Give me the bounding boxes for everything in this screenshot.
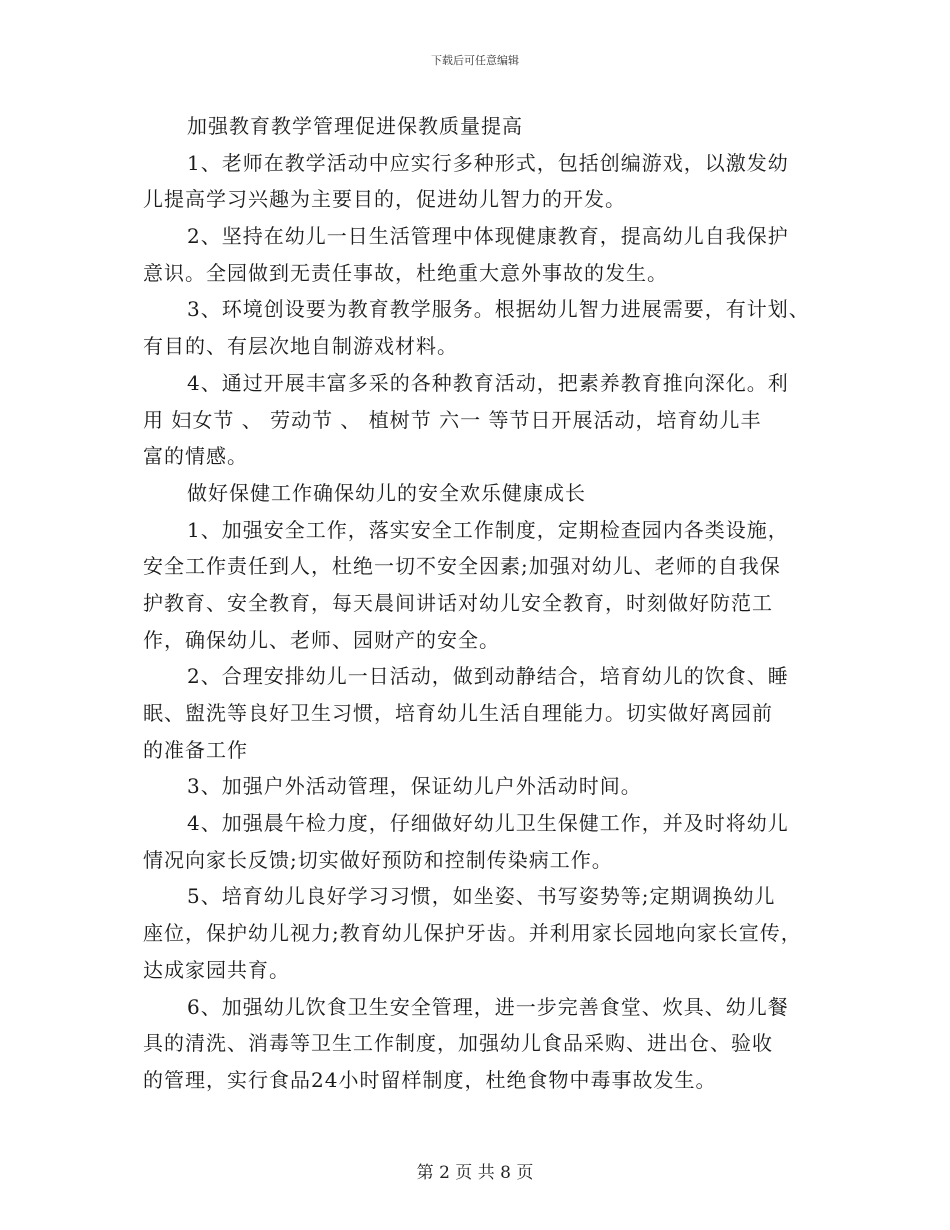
document-body xyxy=(143,108,833,1099)
page-header-note: 下载后可任意编辑 xyxy=(431,54,519,67)
paragraph-line: 富的情感。 xyxy=(143,444,248,469)
paragraph-line: 4、通过开展丰富多采的各种教育活动，把素养教育推向深化。利 xyxy=(187,370,789,395)
page-number-footer: 第 2 页 共 8 页 xyxy=(416,1163,534,1183)
paragraph-line: 用 妇女节 、 劳动节 、 植树节 六一 等节日开展活动，培育幼儿丰 xyxy=(143,407,762,432)
paragraph-line: 座位，保护幼儿视力;教育幼儿保护牙齿。并利用家长园地向家长宣传， xyxy=(143,921,802,946)
paragraph-line: 2、合理安排幼儿一日活动，做到动静结合，培育幼儿的饮食、睡 xyxy=(187,664,789,689)
paragraph-line: 具的清洗、消毒等卫生工作制度，加强幼儿食品采购、进出仓、验收 xyxy=(143,1031,773,1056)
paragraph-line: 有目的、有层次地自制游戏材料。 xyxy=(143,334,458,359)
paragraph-line: 儿提高学习兴趣为主要目的，促进幼儿智力的开发。 xyxy=(143,187,626,212)
paragraph-line: 3、加强户外活动管理，保证幼儿户外活动时间。 xyxy=(187,774,642,799)
section-heading-teaching: 加强教育教学管理促进保教质量提高 xyxy=(187,114,523,138)
paragraph-line: 眠、盥洗等良好卫生习惯，培育幼儿生活自理能力。切实做好离园前 xyxy=(143,701,773,725)
paragraph-line: 2、坚持在幼儿一日生活管理中体现健康教育，提高幼儿自我保护 xyxy=(187,224,789,249)
paragraph-line: 护教育、安全教育，每天晨间讲话对幼儿安全教育，时刻做好防范工 xyxy=(143,590,773,615)
paragraph-line: 6、加强幼儿饮食卫生安全管理，进一步完善食堂、炊具、幼儿餐 xyxy=(187,994,789,1019)
paragraph-line: 情况向家长反馈;切实做好预防和控制传染病工作。 xyxy=(143,847,613,872)
paragraph-line: 3、环境创设要为教育教学服务。根据幼儿智力进展需要，有计划、 xyxy=(187,297,810,322)
paragraph-line: 1、加强安全工作，落实安全工作制度，定期检查园内各类设施， xyxy=(187,517,789,542)
paragraph-line: 达成家园共育。 xyxy=(143,957,290,982)
paragraph-line: 4、加强晨午检力度，仔细做好幼儿卫生保健工作，并及时将幼儿 xyxy=(187,811,789,836)
section-heading-health: 做好保健工作确保幼儿的安全欢乐健康成长 xyxy=(187,480,586,505)
paragraph-line: 的管理，实行食品24小时留样制度，杜绝食物中毒事故发生。 xyxy=(143,1067,717,1092)
paragraph-line: 作，确保幼儿、老师、园财产的安全。 xyxy=(143,627,500,652)
paragraph-line: 安全工作责任到人，杜绝一切不安全因素;加强对幼儿、老师的自我保 xyxy=(143,554,781,579)
paragraph-line: 5、培育幼儿良好学习习惯，如坐姿、书写姿势等;定期调换幼儿 xyxy=(187,884,776,909)
paragraph-line: 意识。全园做到无责任事故，杜绝重大意外事故的发生。 xyxy=(143,260,668,285)
paragraph-line: 的准备工作 xyxy=(143,737,248,762)
paragraph-line: 1、老师在教学活动中应实行多种形式，包括创编游戏，以激发幼 xyxy=(187,150,789,175)
